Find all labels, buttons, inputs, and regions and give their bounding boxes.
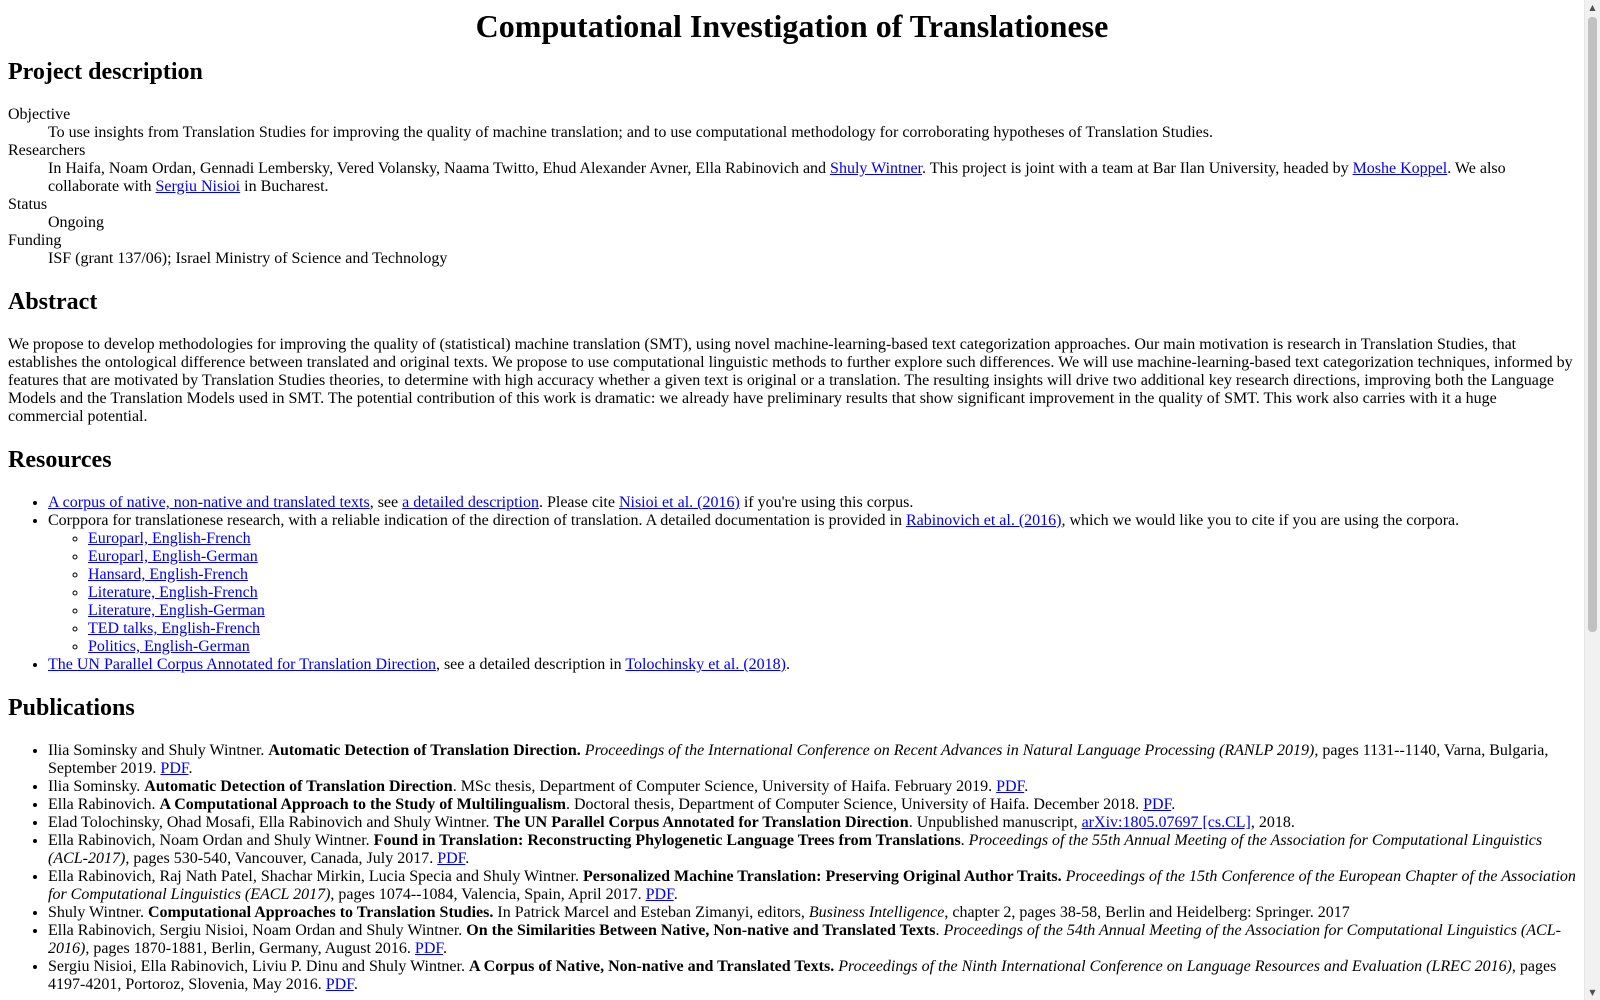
pub-authors: Shuly Wintner. — [48, 904, 148, 921]
pub-details: , pages 1074--1084, Valencia, Spain, April 2017. — [330, 886, 646, 903]
resource-item — [48, 512, 1576, 656]
pdf-link[interactable]: PDF — [437, 850, 466, 867]
project-details — [8, 106, 1576, 268]
link-corpus-native[interactable]: A corpus of native, non-native and translated texts — [48, 494, 370, 511]
link-corpus[interactable]: Hansard, English-French — [88, 566, 248, 583]
publication-item — [48, 868, 1576, 904]
link-corpus[interactable]: Literature, English-French — [88, 584, 258, 601]
pub-details: . MSc thesis, Department of Computer Science, University of Haifa. February 2019. — [452, 778, 997, 795]
link-corpus[interactable]: Politics, English-German — [88, 638, 250, 655]
pdf-link[interactable]: PDF — [325, 976, 354, 993]
link-rabinovich-2016[interactable]: Rabinovich et al. (2016) — [905, 512, 1062, 529]
researchers-joint: . This project is joint with a team at Bar Ilan University, headed by — [922, 160, 1353, 177]
pub-details: . Unpublished manuscript, — [908, 814, 1082, 831]
corpus-item — [88, 548, 1576, 566]
researchers-intro: In Haifa, Noam Ordan, Gennadi Lembersky, Vered Volansky, Naama Twitto, Ehud Alexander Avner, Ella Rabinovich and — [48, 160, 831, 177]
pub-title: Automatic Detection of Translation Direction. — [268, 742, 581, 759]
funding-label: Funding — [8, 232, 62, 249]
pub-venue: Proceedings of the 55th Annual Meeting of the Association for Computational Linguistics (ACL-2017) — [48, 832, 1543, 867]
pub-venue: Proceedings of the International Conference on Recent Advances in Natural Language Processing (RANLP 2019) — [584, 742, 1315, 759]
publication-item — [48, 922, 1576, 958]
publication-item — [48, 958, 1576, 994]
abstract-heading: Abstract — [8, 289, 98, 315]
corpus-item — [88, 584, 1576, 602]
objective-label: Objective — [8, 106, 71, 123]
corpus-item — [88, 638, 1576, 656]
page-title: Computational Investigation of Translationese — [475, 8, 1109, 44]
resource-text: , see — [369, 494, 403, 511]
pub-title: The UN Parallel Corpus Annotated for Translation Direction — [493, 814, 909, 831]
researchers-text — [48, 160, 1576, 196]
pub-title: A Corpus of Native, Non-native and Translated Texts. — [468, 958, 835, 975]
pub-end: . — [353, 976, 358, 993]
pub-editors: In Patrick Marcel and Esteban Zimanyi, editors, — [493, 904, 809, 921]
status-label: Status — [8, 196, 48, 213]
pub-end: . — [465, 850, 470, 867]
publication-item — [48, 814, 1576, 832]
pub-title: Found in Translation: Reconstructing Phylogenetic Language Trees from Translations — [373, 832, 961, 849]
funding-text: ISF (grant 137/06); Israel Ministry of Science and Technology — [48, 250, 448, 267]
publications-heading: Publications — [8, 695, 135, 721]
pub-sep: . — [960, 832, 969, 849]
pub-details: , pages 1870-1881, Berlin, Germany, August 2016. — [85, 940, 415, 957]
pdf-link[interactable]: PDF — [996, 778, 1025, 795]
pub-end: . — [188, 760, 193, 777]
pub-venue: Proceedings of the Ninth International Conference on Language Resources and Evaluation (LREC 2016) — [838, 958, 1512, 975]
resource-item — [48, 656, 1576, 674]
pub-details: , pages 4197-4201, Portoroz, Slovenia, May 2016. — [48, 958, 1557, 993]
scrollbar-thumb[interactable] — [1588, 17, 1597, 632]
pub-sep: . — [935, 922, 944, 939]
pub-end: . — [673, 886, 678, 903]
pub-venue: Proceedings of the 15th Conference of the European Chapter of the Association for Computational Linguistics (EACL 2017) — [48, 868, 1576, 903]
pub-details: , chapter 2, pages 38-58, Berlin and Heidelberg: Springer. 2017 — [944, 904, 1350, 921]
pub-title: Computational Approaches to Translation Studies. — [147, 904, 494, 921]
pub-venue: Business Intelligence — [808, 904, 945, 921]
pub-authors: Ilia Sominsky. — [48, 778, 145, 795]
pub-details: , pages 1131--1140, Varna, Bulgaria, September 2019. — [48, 742, 1549, 777]
pub-authors: Ella Rabinovich. — [48, 796, 160, 813]
resource-text: if you're using this corpus. — [739, 494, 914, 511]
publication-item — [48, 832, 1576, 868]
pub-end: . — [1171, 796, 1176, 813]
resource-text: . — [785, 656, 790, 673]
publication-item — [48, 796, 1576, 814]
link-corpus[interactable]: TED talks, English-French — [88, 620, 260, 637]
link-sergiu-nisioi[interactable]: Sergiu Nisioi — [155, 178, 241, 195]
pub-authors: Ella Rabinovich, Sergiu Nisioi, Noam Ordan and Shuly Wintner. — [48, 922, 467, 939]
publication-item — [48, 904, 1576, 922]
pub-authors: Elad Tolochinsky, Ohad Mosafi, Ella Rabinovich and Shuly Wintner. — [48, 814, 494, 831]
link-corpus[interactable]: Europarl, English-German — [88, 548, 258, 565]
arxiv-link[interactable]: arXiv:1805.07697 [cs.CL] — [1081, 814, 1251, 831]
pub-details: . Doctoral thesis, Department of Computer Science, University of Haifa. December 2018. — [565, 796, 1144, 813]
project-heading: Project description — [8, 59, 203, 85]
link-un-corpus[interactable]: The UN Parallel Corpus Annotated for Translation Direction — [48, 656, 436, 673]
pub-title: Automatic Detection of Translation Direction — [144, 778, 453, 795]
researchers-location: in Bucharest. — [240, 178, 329, 195]
corpus-item — [88, 602, 1576, 620]
link-corpus[interactable]: Europarl, English-French — [88, 530, 251, 547]
pub-venue: Proceedings of the 54th Annual Meeting of the Association for Computational Linguistics (ACL-2016) — [48, 922, 1561, 957]
resource-text: . Please cite — [538, 494, 619, 511]
resource-text: Corppora for translationese research, with a reliable indication of the direction of translation. A detailed documentation is provided in — [48, 512, 906, 529]
link-corpus[interactable]: Literature, English-German — [88, 602, 265, 619]
researchers-collab: . We also collaborate with — [48, 160, 1506, 195]
page-content — [8, 0, 1576, 994]
corpus-item — [88, 566, 1576, 584]
pub-authors: Ella Rabinovich, Raj Nath Patel, Shachar Mirkin, Lucia Specia and Shuly Wintner. — [48, 868, 583, 885]
status-text: Ongoing — [48, 214, 104, 231]
corpus-item — [88, 620, 1576, 638]
pub-title: Personalized Machine Translation: Preserving Original Author Traits. — [582, 868, 1062, 885]
pub-end: , 2018. — [1250, 814, 1295, 831]
link-moshe-koppel[interactable]: Moshe Koppel — [1352, 160, 1448, 177]
publications-list — [8, 742, 1576, 994]
pdf-link[interactable]: PDF — [1143, 796, 1172, 813]
pdf-link[interactable]: PDF — [160, 760, 189, 777]
pub-end: . — [443, 940, 447, 957]
pdf-link[interactable]: PDF — [645, 886, 674, 903]
pub-authors: Sergiu Nisioi, Ella Rabinovich, Liviu P. Dinu and Shuly Wintner. — [48, 958, 469, 975]
link-shuly-wintner[interactable]: Shuly Wintner — [830, 160, 922, 177]
resource-text: , which we would like you to cite if you are using the corpora. — [1061, 512, 1460, 529]
publication-item — [48, 742, 1576, 778]
link-detailed-description[interactable]: a detailed description — [402, 494, 539, 511]
pub-details: , pages 530-540, Vancouver, Canada, July 2017. — [125, 850, 438, 867]
corpora-list — [48, 530, 1576, 656]
abstract-text: We propose to develop methodologies for improving the quality of (statistical) machine translation (SMT), using novel machine-learning-based text categorization approaches. Our main motivation is research in Translation Studies, that establishes the ontological difference between translated and original texts. We propose to use computational linguistic methods to further explore such differences. We will use machine-learning-based text categorization techniques, informed by features that are motivated by Translation Studies theories, to determine with high accuracy whether a given text is original or a translation. The resulting insights will drive two additional key research directions, improving both the Language Models and the Translation Models used in SMT. The potential contribution of this work is dramatic: we already have preliminary results that show significant improvement in the quality of SMT. This work also carries with it a huge commercial potential. — [8, 336, 1573, 425]
link-nisioi-2016[interactable]: Nisioi et al. (2016) — [618, 494, 740, 511]
pdf-link[interactable]: PDF — [414, 940, 443, 957]
researchers-label: Researchers — [8, 142, 86, 159]
resources-list — [8, 494, 1576, 674]
vertical-scrollbar[interactable] — [1584, 0, 1600, 1000]
pub-authors: Ilia Sominsky and Shuly Wintner. — [48, 742, 269, 759]
publication-item — [48, 778, 1576, 796]
triangle-down-icon[interactable]: ▼ — [1589, 988, 1596, 997]
link-tolochinsky-2018[interactable]: Tolochinsky et al. (2018) — [625, 656, 786, 673]
pub-title: A Computational Approach to the Study of Multilingualism — [159, 796, 566, 813]
resource-text: , see a detailed description in — [435, 656, 626, 673]
corpus-item — [88, 530, 1576, 548]
resources-heading: Resources — [8, 447, 112, 473]
pub-end: . — [1024, 778, 1029, 795]
triangle-up-icon[interactable]: ▲ — [1589, 3, 1596, 12]
resource-item — [48, 494, 1576, 512]
pub-title: On the Similarities Between Native, Non-native and Translated Texts — [466, 922, 936, 939]
objective-text: To use insights from Translation Studies for improving the quality of machine translation; and to use computational methodology for corroborating hypotheses of Translation Studies. — [48, 124, 1213, 141]
pub-authors: Ella Rabinovich, Noam Ordan and Shuly Wintner. — [48, 832, 374, 849]
